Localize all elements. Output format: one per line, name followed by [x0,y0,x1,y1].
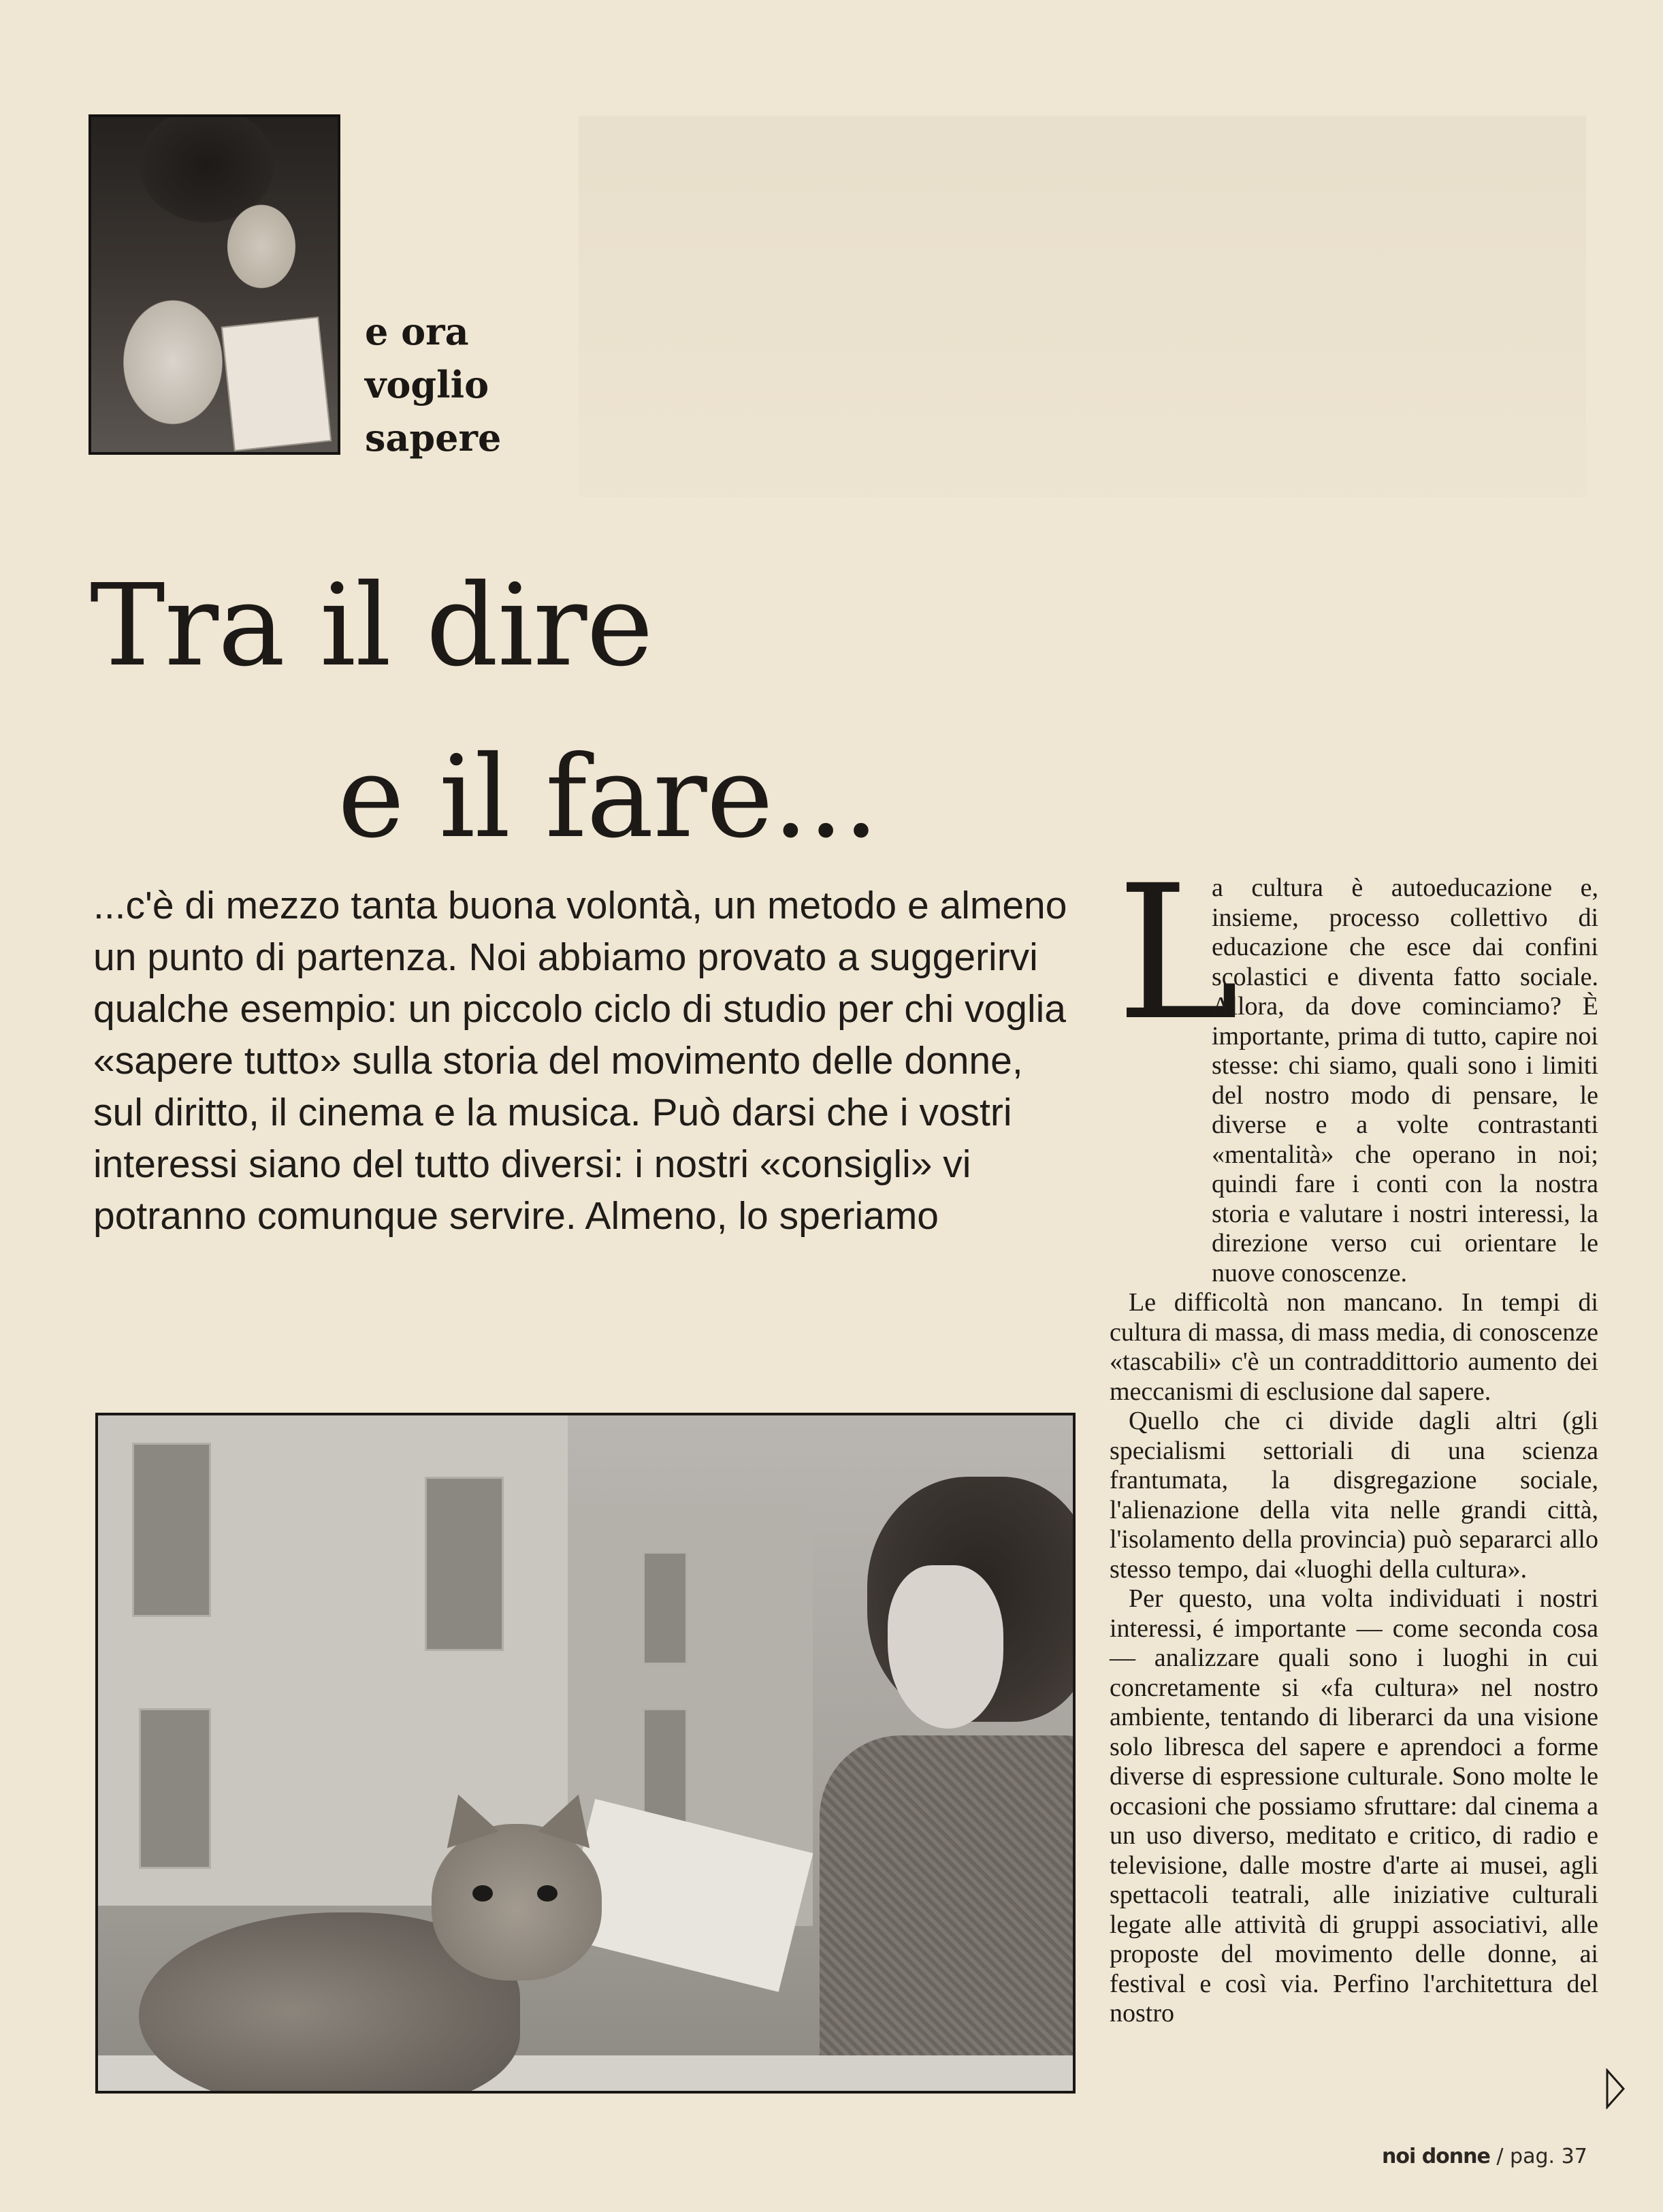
photo-cat-head [432,1824,602,1981]
magazine-name: noi donne [1382,2145,1490,2168]
portrait-photo [88,114,340,455]
drop-cap: L [1116,846,1240,1061]
body-column [1110,873,1598,2029]
lead-paragraph: ...c'è di mezzo tanta buona volontà, un metodo e almeno un punto di partenza. Noi abbiamo provato a suggerirvi qualche esempio: un piccolo ciclo di studio per chi voglia «sapere tutto» sulla storia del movimento delle donne, sul diritto, il cinema e la musica. Può darsi che i vostri interessi siano del tutto diversi: i nostri «consigli» vi potranno comunque servire. Almeno, lo speriamo [93,884,1067,1238]
photo-woman-sweater [820,1735,1076,2094]
body-paragraph-1: a cultura è autoeducazione e, insieme, processo collettivo di educazione che esce dai confini scolastici e diventa fatto sociale. Allora, da dove cominciamo? È importante, prima di tutto, capire noi stesse: chi siamo, quali sono i limiti del nostro modo di pensare, le diverse e a volte contrastanti «mentalità» che operano in noi; quindi fare i conti con la nostra storia e valutare i nostri interessi, la direzione verso cui orientare le nuove conoscenze. [1212,873,1598,1287]
photo-window [643,1708,688,1828]
kicker-line-1: e ora [365,310,469,353]
body-paragraph-3: Quello che ci divide dagli altri (gli specialismi settoriali di una scienza frantumata, la disgregazione sociale, l'alienazione della vita nelle grandi città, l'isolamento della provincia) può separarci allo stesso tempo, dai «luoghi della cultura». [1110,1407,1598,1584]
page-label: pag. [1510,2145,1555,2168]
kicker-line-2: voglio [365,363,489,406]
photo-postcard [221,317,332,451]
photo-window [132,1443,211,1617]
page-number: 37 [1561,2145,1587,2168]
photo-window [643,1552,688,1665]
folio-separator: / [1496,2145,1504,2168]
page-folio [1382,2145,1587,2168]
continue-arrow-icon [1605,2068,1626,2109]
photo-window [139,1708,211,1869]
photo-woman-face [888,1565,1003,1729]
body-paragraph-4: Per questo, una volta individuati i nostri interessi, é importante — come seconda cosa — analizzare quali sono i luoghi in cui concretamente si «fa cultura» nel nostro ambiente, tentando di liberarci da una visione solo libresca del sapere e aprendoci a forme diverse di espressione culturale. Sono molte le occasioni che possiamo sfruttare: dal cinema a un uso diverso, meditato e critico, di radio e televisione, dalle mostre d'arte ai musei, agli spettacoli teatrali, alle iniziative culturali legate alle attività di gruppi associativi, alle proposte del movimento delle donne, ai festival e così via. Perfino l'architettura del nostro [1110,1584,1598,2027]
kicker-line-3: sapere [365,416,502,460]
photo-window [425,1477,504,1651]
bleed-through-area [579,116,1586,497]
headline-line-1: Tra il dire [90,560,653,692]
photo-cat-eye [472,1885,493,1902]
cat-and-woman-photo [95,1413,1076,2094]
headline-line-2: e il fare... [338,732,879,863]
photo-cat-eye [537,1885,558,1902]
body-paragraph-2: Le difficoltà non mancano. In tempi di cultura di massa, di mass media, di conoscenze «tascabili» c'è un contraddittorio aumento dei meccanismi di esclusione dal sapere. [1110,1288,1598,1406]
section-kicker [365,305,569,464]
